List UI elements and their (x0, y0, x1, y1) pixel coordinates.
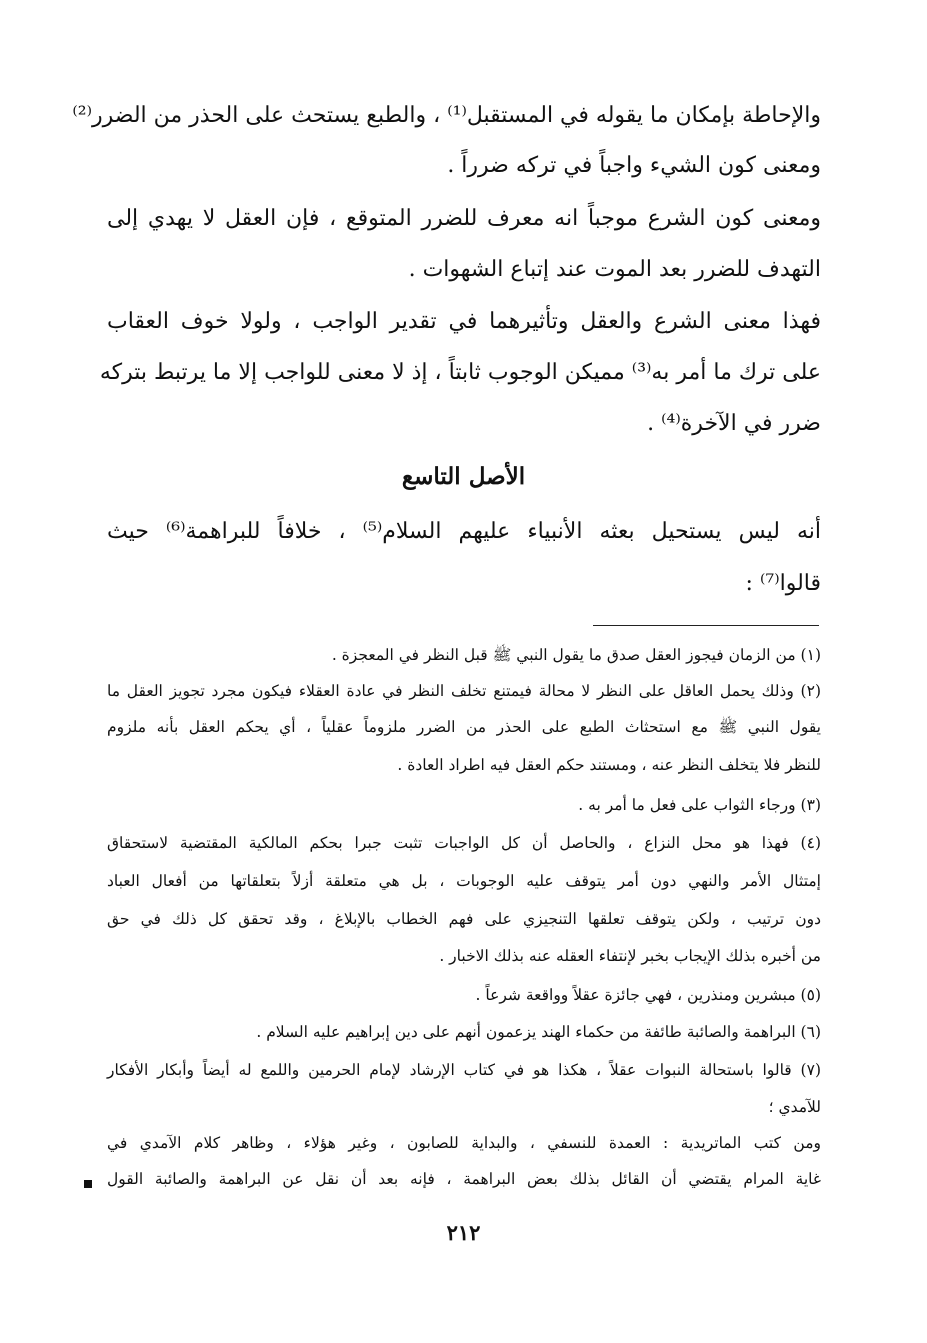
footnote-4-line-4: من أخبره بذلك الإيجاب بخبر لإنتفاء العقله عنه بذلك الاخبار . (439, 947, 821, 965)
footnote-7-line-1: (٧) قالوا باستحالة النبوات عقلاً ، هكذا هو في كتاب الإرشاد لإمام الحرمين واللمع له أيضاً وأبكار الأفكار (107, 1061, 821, 1079)
body-line-5: فهذا معنى الشرع والعقل وتأثيرهما في تقدير الواجب ، ولولا خوف العقاب (107, 309, 821, 334)
footnote-4-line-2: إمتثال الأمر والنهي دون أمر يتوقف عليه الوجوبات ، بل هي متعلقة أزلاً بتعلقاتها من أفعال العباد (107, 872, 821, 890)
footnote-separator (593, 625, 819, 626)
continuation-mark (84, 1180, 92, 1188)
footnote-2-line-3: للنظر فلا يتخلف النظر عنه ، ومستند حكم العقل فيه اطراد العادة . (397, 756, 821, 774)
footnote-7-line-4: غاية المرام يقتضي أن القائل بذلك بعض البراهمة ، فإنه بعد أن نقل عن البراهمة والصائبة القول (107, 1170, 821, 1188)
footnote-1: (١) من الزمان فيجوز العقل صدق ما يقول النبي ﷺ قبل النظر في المعجزة . (331, 646, 821, 664)
body-line-6: على ترك ما أمر به⁽³⁾ مميكن الوجوب ثابتاً ، إذ لا معنى للواجب إلا ما يرتبط بتركه (99, 360, 821, 385)
footnote-7-line-2: للآمدي ؛ (768, 1098, 821, 1116)
footnote-5: (٥) مبشرين ومنذرين ، فهي جائزة عقلاً وواقعة شرعاً . (475, 986, 821, 1004)
body-line-2: ومعنى كون الشيء واجباً في تركه ضرراً . (447, 153, 821, 178)
footnote-2-line-1: (٢) وذلك يحمل العاقل على النظر لا محالة فيمتنع تخلف النظر في عادة العقلاء فيكون مجرد تجويز العقل ما (107, 682, 821, 700)
footnote-7-line-3: ومن كتب الماتريدية : العمدة للنسفي ، والبداية للصابون ، وغير هؤلاء ، وظاهر كلام الآمدي في (107, 1134, 821, 1152)
page-number: ٢١٢ (446, 1220, 481, 1245)
body-line-7: ضرر في الآخرة⁽⁴⁾ . (647, 411, 821, 436)
footnote-3: (٣) ورجاء الثواب على فعل ما أمر به . (578, 796, 821, 814)
footnote-4-line-1: (٤) فهذا هو محل النزاع ، والحاصل أن كل الواجبات تثبت جبرا بحكم المالكية المقتضية لاستحقاق (107, 834, 821, 852)
body-line-3: ومعنى كون الشرع موجباً انه معرف للضرر المتوقع ، فإن العقل لا يهدي إلى (107, 206, 821, 231)
body-line-8: أنه ليس يستحيل بعثه الأنبياء عليهم السلام⁽⁵⁾ ، خلافاً للبراهمة⁽⁶⁾ حيث (107, 519, 822, 544)
footnote-2-line-2: يقول النبي ﷺ مع استحثاث الطبع على الحذر من الضرر ملزوماً عقلياً ، أي يحكم العقل بأنه ملزوم (107, 718, 821, 736)
body-line-1: والإحاطة بإمكان ما يقوله في المستقبل⁽¹⁾ ، والطبع يستحث على الحذر من الضرر⁽²⁾ (72, 103, 821, 128)
section-heading: الأصل التاسع (401, 463, 526, 490)
footnote-6: (٦) البراهمة والصائبة طائفة من حكماء الهند يزعمون أنهم على دين إبراهيم عليه السلام . (256, 1023, 821, 1041)
body-line-4: التهدف للضرر بعد الموت عند إتباع الشهوات . (408, 257, 821, 282)
body-line-9: قالوا⁽⁷⁾ : (745, 571, 821, 596)
footnote-4-line-3: دون ترتيب ، ولكن يتوقف تعلقها التنجيزي على فهم الخطاب بالإبلاغ ، وقد تحقق كل ذلك في حق (107, 910, 821, 928)
